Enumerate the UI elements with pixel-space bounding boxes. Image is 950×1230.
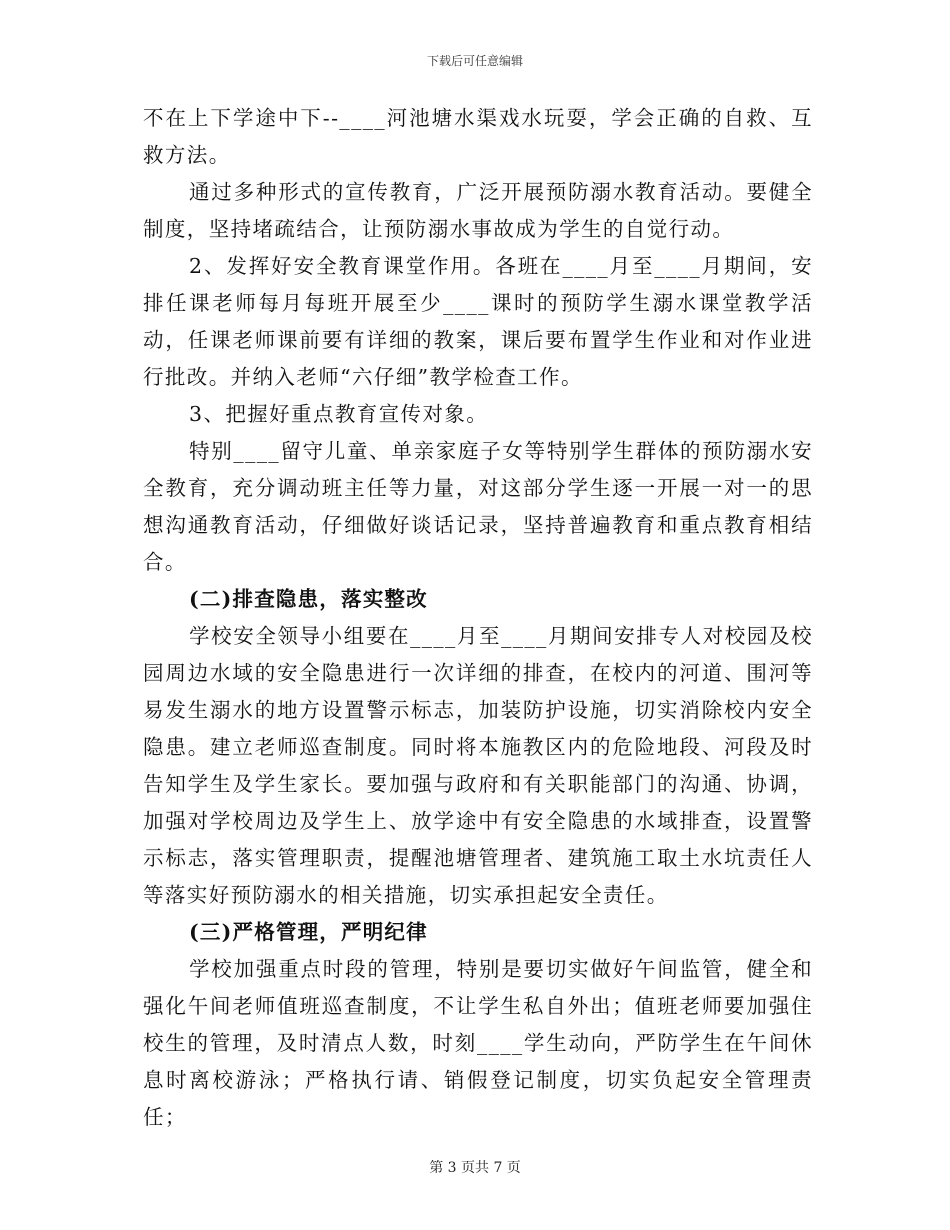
paragraph-rescue-methods: 不在上下学途中下--____河池塘水渠戏水玩耍，学会正确的自救、互救方法。: [143, 106, 813, 167]
page-header: 下载后可任意编辑: [426, 54, 523, 68]
paragraph-key-targets: 特别____留守儿童、单亲家庭子女等特别学生群体的预防溺水安全教育，充分调动班主任等力量，对这部分学生逐一开展一对一的思想沟通教育活动，仔细做好谈话记录，坚持普遍教育和重点教育相结合。: [143, 439, 813, 574]
paragraph-discipline: 学校加强重点时段的管理，特别是要切实做好午间监管，健全和强化午间老师值班巡查制度，不让学生私自外出；值班老师要加强住校生的管理，及时清点人数，时刻____学生动向，严防学生在午间休息时离校游泳；严格执行请、销假登记制度，切实负起安全管理责任；: [143, 957, 813, 1129]
paragraph-inspection: 学校安全领导小组要在____月至____月期间安排专人对校园及校园周边水域的安全隐患进行一次详细的排查，在校内的河道、围河等易发生溺水的地方设置警示标志，加装防护设施，切实消除校内安全隐患。建立老师巡查制度。同时将本施教区内的危险地段、河段及时告知学生及学生家长。要加强与政府和有关职能部门的沟通、协调，加强对学校周边及学生上、放学途中有安全隐患的水域排查，设置警示标志，落实管理职责，提醒池塘管理者、建筑施工取土水坑责任人等落实好预防溺水的相关措施，切实承担起安全责任。: [143, 624, 813, 907]
paragraph-key-targets-title: 3、把握好重点教育宣传对象。: [189, 402, 489, 426]
document-body: [143, 100, 813, 1136]
section-heading-discipline: (三)严格管理，严明纪律: [189, 920, 428, 944]
page-footer: 第 3 页共 7 页: [429, 1160, 521, 1176]
paragraph-publicity-education: 通过多种形式的宣传教育，广泛开展预防溺水教育活动。要健全制度，坚持堵疏结合，让预防溺水事故成为学生的自觉行动。: [143, 180, 813, 241]
paragraph-classroom-role: 2、发挥好安全教育课堂作用。各班在____月至____月期间，安排任课老师每月每班开展至少____课时的预防学生溺水课堂教学活动，任课老师课前要有详细的教案，课后要布置学生作业和对作业进行批改。并纳入老师“六仔细”教学检查工作。: [143, 254, 813, 389]
section-heading-inspection: (二)排查隐患，落实整改: [189, 587, 428, 611]
